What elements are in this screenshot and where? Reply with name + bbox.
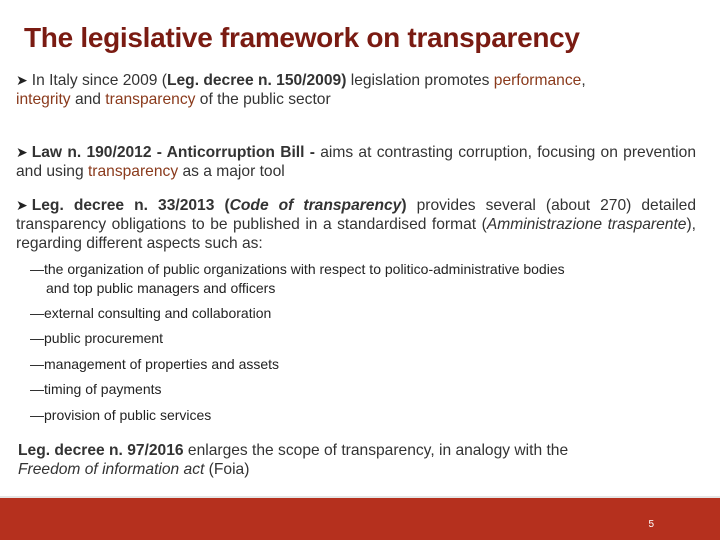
p1-text-2: legislation promotes [346, 72, 494, 89]
p3-law-ref: Leg. decree n. 33/2013 ( [31, 197, 230, 214]
bullet-paragraph-1 [16, 71, 696, 109]
arrow-bullet-icon: ➤ [16, 144, 28, 160]
footer-bar [0, 498, 720, 540]
bullet-paragraph-2 [16, 143, 696, 181]
p1-text-1: In Italy since 2009 ( [31, 72, 167, 89]
arrow-bullet-icon: ➤ [16, 197, 28, 213]
p1-text-3: and [70, 91, 106, 108]
sub-list-item: —provision of public services [30, 407, 212, 423]
p4-law-ref: Leg. decree n. 97/2016 [18, 442, 184, 459]
p2-law-ref: Law n. 190/2012 - Anticorruption Bill - [31, 144, 315, 161]
p2-keyword-transparency: transparency [87, 163, 179, 180]
p3-text-1: provides several (about 270) detailed transparency obligations to be published in a standardised format ( [16, 197, 696, 233]
p4-text-2: (Foia) [204, 461, 250, 478]
p3-code-name: Code of transparency [229, 197, 402, 214]
slide-title: The legislative framework on transparency [24, 22, 580, 53]
p1-keyword-integrity: integrity [16, 91, 71, 108]
p2-text-1: aims at contrasting corruption, focusing on prevention and using [16, 144, 696, 180]
sub-list-item: —external consulting and collaboration [30, 305, 272, 321]
p1-keyword-performance: performance [493, 72, 582, 89]
p3-amministrazione: Amministrazione trasparente [486, 216, 687, 233]
bullet-paragraph-3 [16, 196, 696, 253]
paragraph-4 [18, 441, 698, 479]
page-number: 5 [648, 519, 654, 530]
p1-text-4: of the public sector [195, 91, 331, 108]
p1-comma: , [581, 72, 586, 89]
arrow-bullet-icon: ➤ [16, 72, 28, 88]
sub-list-item: —public procurement [30, 330, 164, 346]
p1-keyword-transparency: transparency [105, 91, 196, 108]
p4-foia-name: Freedom of information act [18, 461, 205, 478]
p3-paren: ) [401, 197, 407, 214]
p3-text-2: ), regarding different aspects such as: [16, 216, 696, 252]
sub-item-line: —the organization of public organizations with respect to politico-administrative bodies [30, 261, 565, 277]
sub-item-line-continued: and top public managers and officers [46, 280, 276, 296]
sub-list-item: —management of properties and assets [30, 356, 280, 372]
sub-list-item [30, 260, 710, 298]
sub-list-item: —timing of payments [30, 381, 162, 397]
p4-text-1: enlarges the scope of transparency, in analogy with the [183, 442, 569, 459]
p2-text-2: as a major tool [178, 163, 285, 180]
p1-law-ref: Leg. decree n. 150/2009) [166, 72, 347, 89]
